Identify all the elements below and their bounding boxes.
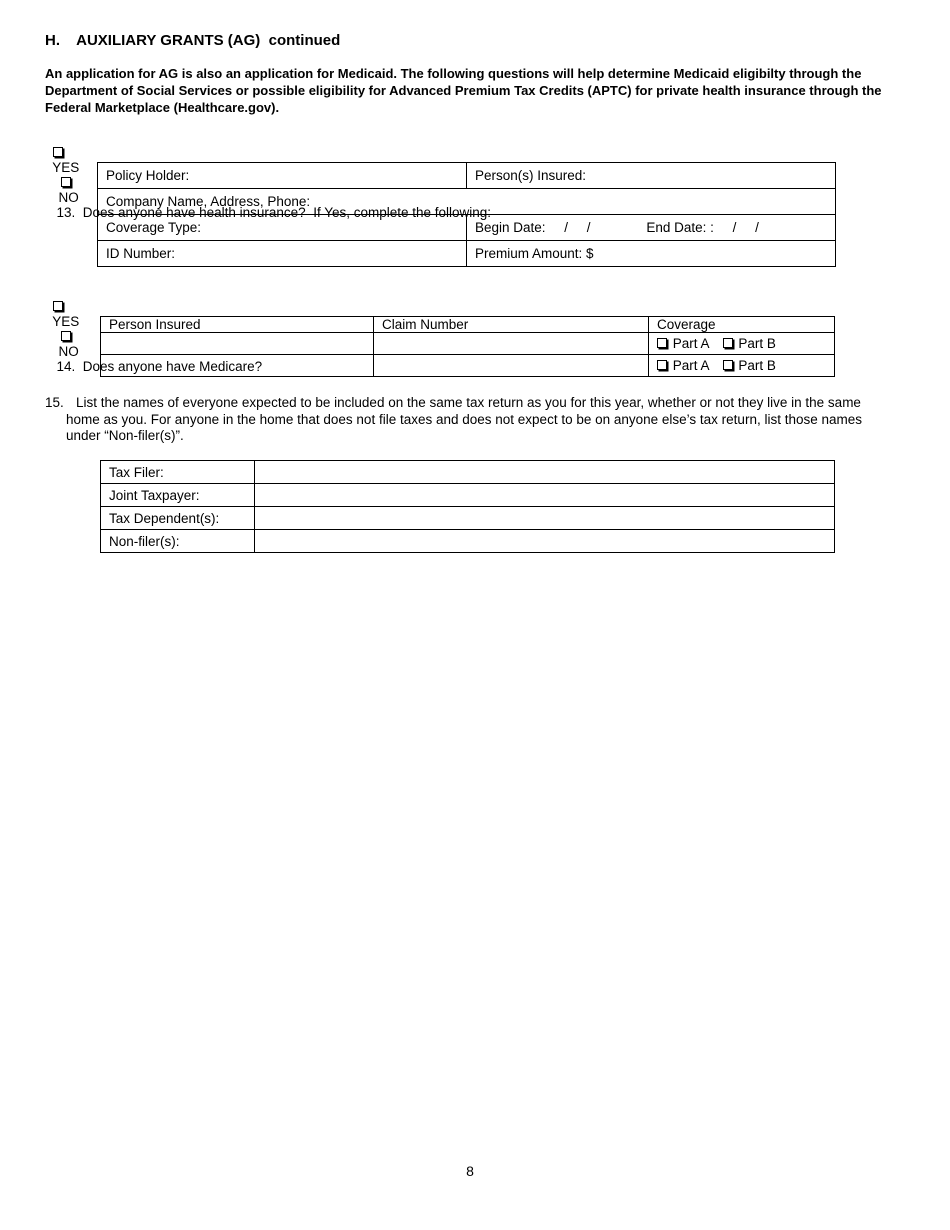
part-b-label: Part B <box>738 336 776 351</box>
tax-dependents-label: Tax Dependent(s): <box>101 507 255 530</box>
header-coverage: Coverage <box>649 317 835 333</box>
medicare-person-cell[interactable] <box>101 333 374 355</box>
id-number-field[interactable]: ID Number: <box>98 241 467 267</box>
section-heading: H. AUXILIARY GRANTS (AG) continued <box>45 32 341 49</box>
company-info-field[interactable]: Company Name, Address, Phone: <box>98 189 836 215</box>
part-a-checkbox[interactable] <box>657 338 667 348</box>
non-filers-field[interactable] <box>255 530 835 553</box>
q15-text: List the names of everyone expected to be included on the same tax return as you for this year, whether or not they live in the same home as you. For anyone in the home that does not file taxes and does not expect to be on anyone else’s tax return, list those names under “Non-filer(s)”. <box>66 395 862 443</box>
part-b-label: Part B <box>738 358 776 373</box>
question-15 <box>45 395 895 445</box>
medicare-claim-cell[interactable] <box>374 355 649 377</box>
policy-holder-field[interactable]: Policy Holder: <box>98 163 467 189</box>
begin-date-field[interactable]: Begin Date: / / <box>475 220 591 235</box>
date-range-cell <box>467 215 836 241</box>
q14-no-checkbox[interactable] <box>61 331 71 341</box>
joint-taxpayer-label: Joint Taxpayer: <box>101 484 255 507</box>
medicare-person-cell[interactable] <box>101 355 374 377</box>
joint-taxpayer-field[interactable] <box>255 484 835 507</box>
header-person-insured: Person Insured <box>101 317 374 333</box>
premium-amount-field[interactable]: Premium Amount: $ <box>467 241 836 267</box>
q13-text: 13. Does anyone have health insurance? If Yes, complete the following: <box>56 205 492 220</box>
medicare-table <box>100 316 835 377</box>
q14-yes-checkbox[interactable] <box>53 301 63 311</box>
persons-insured-field[interactable]: Person(s) Insured: <box>467 163 836 189</box>
q14-yes-label: YES <box>52 314 80 329</box>
medicare-claim-cell[interactable] <box>374 333 649 355</box>
part-b-checkbox[interactable] <box>723 360 733 370</box>
part-a-label: Part A <box>672 336 709 351</box>
end-date-field[interactable]: End Date: : / / <box>646 220 759 235</box>
q15-number: 15. <box>45 395 64 410</box>
coverage-type-field[interactable]: Coverage Type: <box>98 215 467 241</box>
q13-yes-checkbox[interactable] <box>53 147 63 157</box>
part-a-label: Part A <box>672 358 709 373</box>
q13-yes-label: YES <box>52 160 80 175</box>
q14-text: 14. Does anyone have Medicare? <box>56 359 263 374</box>
q13-no-checkbox[interactable] <box>61 177 71 187</box>
medicare-coverage-cell <box>649 355 835 377</box>
tax-household-table <box>100 460 835 553</box>
q14-no-label: NO <box>58 344 79 359</box>
medicare-coverage-cell <box>649 333 835 355</box>
non-filers-label: Non-filer(s): <box>101 530 255 553</box>
header-claim-number: Claim Number <box>374 317 649 333</box>
insurance-table <box>97 162 836 267</box>
q13-no-label: NO <box>58 190 79 205</box>
part-a-checkbox[interactable] <box>657 360 667 370</box>
tax-filer-label: Tax Filer: <box>101 461 255 484</box>
tax-filer-field[interactable] <box>255 461 835 484</box>
page-number: 8 <box>466 1163 474 1179</box>
part-b-checkbox[interactable] <box>723 338 733 348</box>
tax-dependents-field[interactable] <box>255 507 835 530</box>
intro-paragraph: An application for AG is also an application for Medicaid. The following questions will help determine Medicaid eligibilty through the Department of Social Services or possible eligibility for Advanced Premium Tax Credits (APTC) for private health insurance through the Federal Marketplace (Healthcare.gov). <box>45 66 882 115</box>
